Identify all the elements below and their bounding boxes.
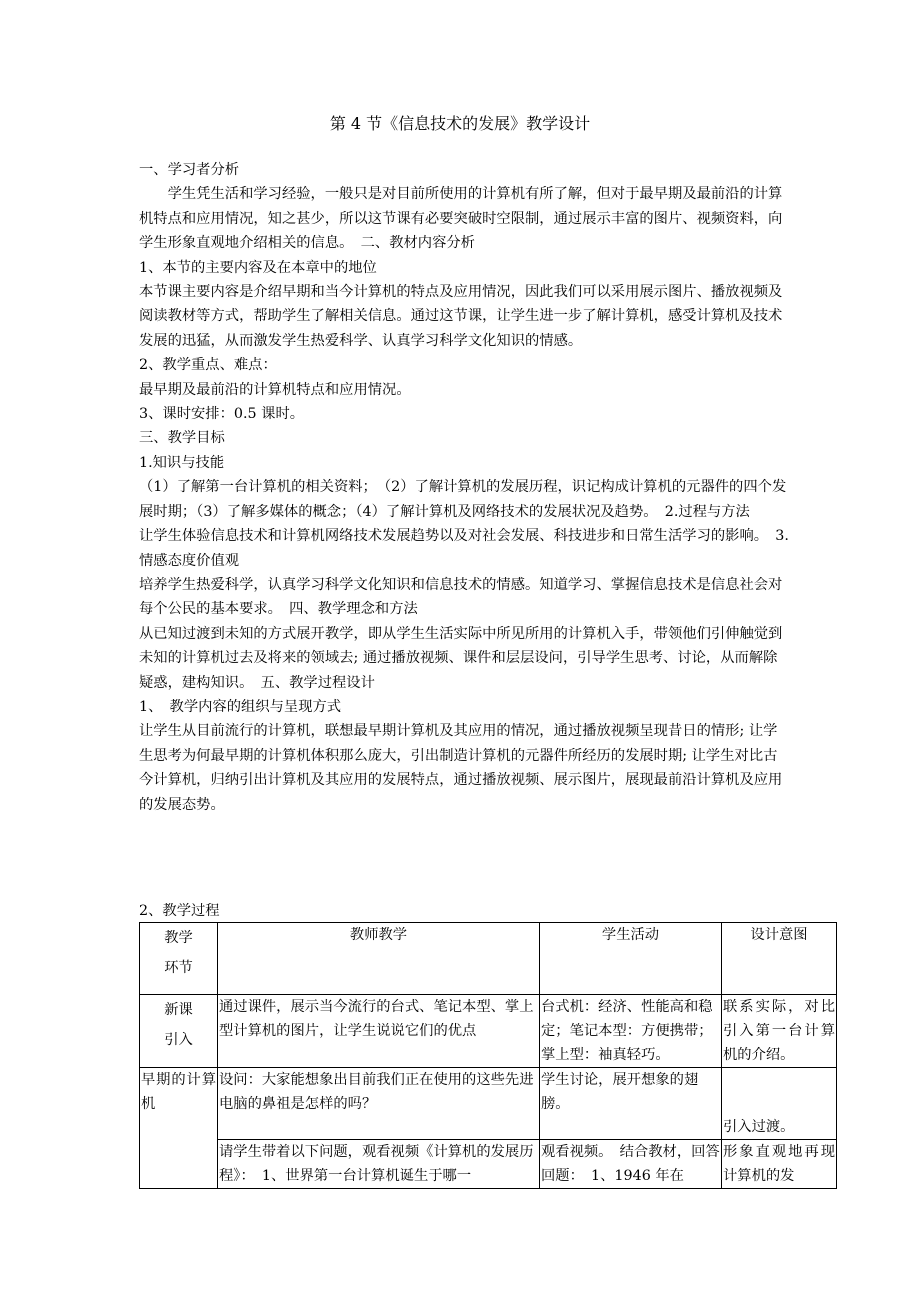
paragraph-key-points: 最早期及最前沿的计算机特点和应用情况。 [139, 381, 411, 398]
subheading-emotion-values: 3.情感态度价值观 [139, 528, 789, 569]
paragraph-content-position: 本节课主要内容是介绍早期和当今计算机的特点及应用情况，因此我们可以采用展示图片、播放视频及阅读教材等方式，帮助学生了解相关信息。通过这节课，让学生进一步了解计算机，感受计算机及技术发展的迅猛，从而激发学生热爱科学、认真学习科学文化知识的情感。 [139, 284, 783, 349]
row1-stage [140, 995, 218, 1068]
section-heading-process-design: 五、教学过程设计 [260, 674, 375, 691]
paragraph-process-method [139, 524, 791, 573]
header-stage [140, 923, 218, 995]
table-row [140, 1068, 837, 1140]
teaching-process-table [139, 922, 837, 1189]
section-heading-teaching-philosophy: 四、教学理念和方法 [289, 601, 418, 618]
header-intent: 设计意图 [722, 923, 837, 995]
section-heading-learner-analysis: 一、学习者分析 [139, 162, 240, 178]
table-row [140, 1140, 837, 1189]
subheading-content-position: 1、本节的主要内容及在本章中的地位 [139, 259, 377, 276]
header-stage-line2: 环节 [164, 960, 193, 976]
paragraph-knowledge-skills [139, 475, 791, 524]
row1-intent: 联系实际，对比引入第一台计算机的介绍。 [722, 995, 837, 1068]
header-stage-line1: 教学 [164, 930, 193, 946]
table-header-row [140, 923, 837, 995]
row2-teacher: 设问：大家能想象出目前我们正在使用的这些先进电脑的鼻祖是怎样的吗？ [218, 1068, 540, 1140]
paragraph-content-organization: 让学生从目前流行的计算机，联想最早期计算机及其应用的情况，通过播放视频呈现昔日的情形; 让学生思考为何最早期的计算机体积那么庞大，引出制造计算机的元器件所经历的发展时期; 让学生对比古今计算机，归纳引出计算机及其应用的发展特点，通过播放视频、展示图片，展现最前沿计算机及应用的发展态势。 [139, 723, 783, 813]
subheading-knowledge-skills: 1.知识与技能 [139, 454, 225, 471]
paragraph-learner-analysis [139, 182, 791, 255]
subheading-teaching-process: 2、教学过程 [139, 903, 220, 919]
row1-teacher: 通过课件，展示当今流行的台式、笔记本型、掌上型计算机的图片，让学生说说它们的优点 [218, 995, 540, 1068]
section-heading-objectives: 三、教学目标 [139, 430, 225, 447]
row3-teacher: 请学生带着以下问题，观看视频《计算机的发展历程》： 1、世界第一台计算机诞生于哪一 [218, 1140, 540, 1189]
process-method-text: 让学生体验信息技术和计算机网络技术发展趋势以及对社会发展、科技进步和日常生活学习的影响。 [139, 528, 761, 545]
document-title: 第 4 节《信息技术的发展》教学设计 [329, 114, 591, 133]
table-row [140, 995, 837, 1068]
paragraph-class-hours: 3、课时安排：0.5 课时。 [139, 406, 305, 423]
row1-stage-line1: 新课 [164, 1002, 193, 1018]
header-student: 学生活动 [540, 923, 722, 995]
row2-student: 学生讨论，展开想象的翅膀。 [540, 1068, 722, 1140]
row3-student: 观看视频。 结合教材，回答回题： 1、1946 年在 [540, 1140, 722, 1189]
row1-stage-line2: 引入 [164, 1032, 193, 1048]
row3-intent: 形象直观地再现计算机的发 [722, 1140, 837, 1189]
teaching-philosophy-text: 从已知过渡到未知的方式展开教学，即从学生生活实际中所见所用的计算机入手，带领他们引伸触觉到未知的计算机过去及将来的领域去; 通过播放视频、课件和层层设问，引导学生思考、讨论，从而解除疑惑，建构知识。 [139, 625, 783, 691]
paragraph-emotion-values [139, 573, 791, 622]
paragraph-teaching-philosophy [139, 622, 791, 695]
subheading-content-organization: 1、 教学内容的组织与呈现方式 [139, 698, 342, 715]
section-heading-material-analysis: 二、教材内容分析 [360, 235, 475, 252]
row2-intent [722, 1068, 837, 1140]
document-body [139, 158, 791, 817]
row1-student: 台式机：经济、性能高和稳定；笔记本型：方便携带；掌上型：袖真轻巧。 [540, 995, 722, 1068]
learner-analysis-text: 学生凭生活和学习经验，一般只是对目前所使用的计算机有所了解，但对于最早期及最前沿的计算机特点和应用情况，知之甚少，所以这节课有必要突破时空限制，通过展示丰富的图片、视频资料，向学生形象直观地介绍相关的信息。 [139, 186, 783, 252]
subheading-process-method: 2.过程与方法 [664, 503, 750, 520]
knowledge-skills-text: （1）了解第一台计算机的相关资料； （2）了解计算机的发展历程，识记构成计算机的元器件的四个发展时期；（3）了解多媒体的概念；（4）了解计算机及网络技术的发展状况及趋势。 [139, 479, 787, 520]
row2-stage: 早期的计算机 [140, 1068, 218, 1189]
emotion-values-text: 培养学生热爱科学，认真学习科学文化知识和信息技术的情感。知道学习、掌握信息技术是信息社会对每个公民的基本要求。 [139, 576, 783, 618]
subheading-key-points: 2、教学重点、难点： [139, 357, 277, 374]
row2-intent-text: 引入过渡。 [723, 1119, 795, 1135]
header-teacher: 教师教学 [218, 923, 540, 995]
